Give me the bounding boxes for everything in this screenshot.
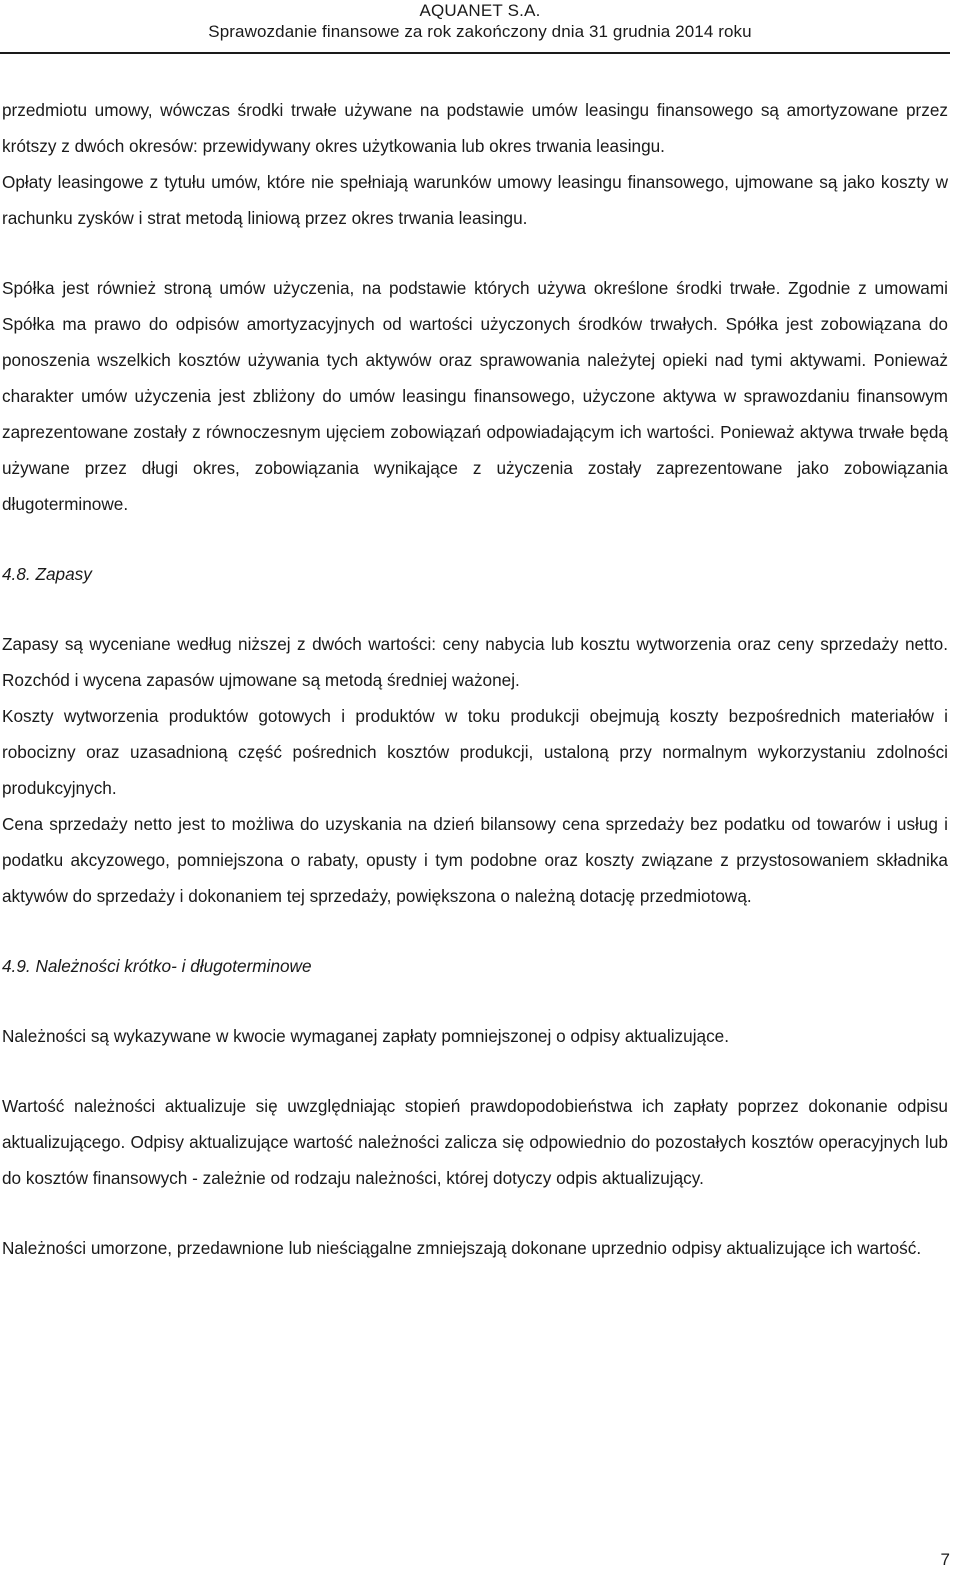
section-number: 4.8. [2,564,31,584]
paragraph-production-costs: Koszty wytworzenia produktów gotowych i produktów w toku produkcji obejmują koszty bezpośrednich materiałów i robocizny oraz uzasadnioną część pośrednich kosztów produkcji, ustaloną przy normalnym wykorzystaniu zdolności produkcyjnych. [2,706,948,798]
spacer [2,914,948,948]
section-heading-receivables [2,948,948,984]
section-heading-inventory [2,556,948,592]
report-subtitle: Sprawozdanie finansowe za rok zakończony dnia 31 grudnia 2014 roku [208,22,752,41]
paragraph-inventory-valuation: Zapasy są wyceniane według niższej z dwóch wartości: ceny nabycia lub kosztu wytworzenia oraz ceny sprzedaży netto. Rozchód i wycena zapasów ujmowane są metodą średniej ważonej. [2,634,948,690]
section-number: 4.9. [2,956,31,976]
spacer [2,592,948,626]
paragraph-leasing-amortization: przedmiotu umowy, wówczas środki trwałe używane na podstawie umów leasingu finansowego są amortyzowane przez krótszy z dwóch okresów: przewidywany okres użytkowania lub okres trwania leasingu. [2,100,948,156]
spacer [2,1054,948,1088]
section-title: Zapasy [35,564,92,584]
paragraph-lending-agreements: Spółka jest również stroną umów użyczenia, na podstawie których używa określone środki trwałe. Zgodnie z umowami Spółka ma prawo do odpisów amortyzacyjnych od wartości użyczonych środków trwałych. Spółka jest zobowiązana do ponoszenia wszelkich kosztów używania tych aktywów oraz sprawowania należytej opieki nad tymi aktywami. Ponieważ charakter umów użyczenia jest zbliżony do umów leasingu finansowego, użyczone aktywa w sprawozdaniu finansowym zaprezentowane zostały z równoczesnym ujęciem zobowiązań odpowiadającym ich wartości. Ponieważ aktywa trwałe będą używane przez długi okres, zobowiązania wynikające z użyczenia zostały zaprezentowane jako zobowiązania długoterminowe. [2,278,948,514]
paragraph-receivables-amount: Należności są wykazywane w kwocie wymaganej zapłaty pomniejszonej o odpisy aktualizujące. [2,1026,730,1046]
page-number: 7 [940,1550,950,1569]
spacer [2,984,948,1018]
spacer [2,522,948,556]
paragraph-net-selling-price: Cena sprzedaży netto jest to możliwa do uzyskania na dzień bilansowy cena sprzedaży bez podatku od towarów i usług i podatku akcyzowego, pomniejszona o rabaty, opusty i tym podobne oraz koszty związane z przystosowaniem składnika aktywów do sprzedaży i dokonaniem tej sprzedaży, powiększona o należną dotację przedmiotową. [2,814,948,906]
header-divider [0,52,950,54]
spacer [2,1196,948,1230]
paragraph-receivables-written-off: Należności umorzone, przedawnione lub nieściągalne zmniejszają dokonane uprzednio odpisy aktualizujące ich wartość. [2,1238,922,1258]
paragraph-leasing-fees: Opłaty leasingowe z tytułu umów, które nie spełniają warunków umowy leasingu finansowego, ujmowane są jako koszty w rachunku zysków i strat metodą liniową przez okres trwania leasingu. [2,172,948,228]
section-title: Należności krótko- i długoterminowe [35,956,312,976]
paragraph-receivables-revaluation: Wartość należności aktualizuje się uwzględniając stopień prawdopodobieństwa ich zapłaty poprzez dokonanie odpisu aktualizującego. Odpisy aktualizujące wartość należności zalicza się odpowiednio do pozostałych kosztów operacyjnych lub do kosztów finansowych - zależnie od rodzaju należności, której dotyczy odpis aktualizujący. [2,1096,948,1188]
spacer [2,236,948,270]
company-name: AQUANET S.A. [419,1,541,20]
page-header [0,0,960,43]
document-body [2,92,948,1266]
